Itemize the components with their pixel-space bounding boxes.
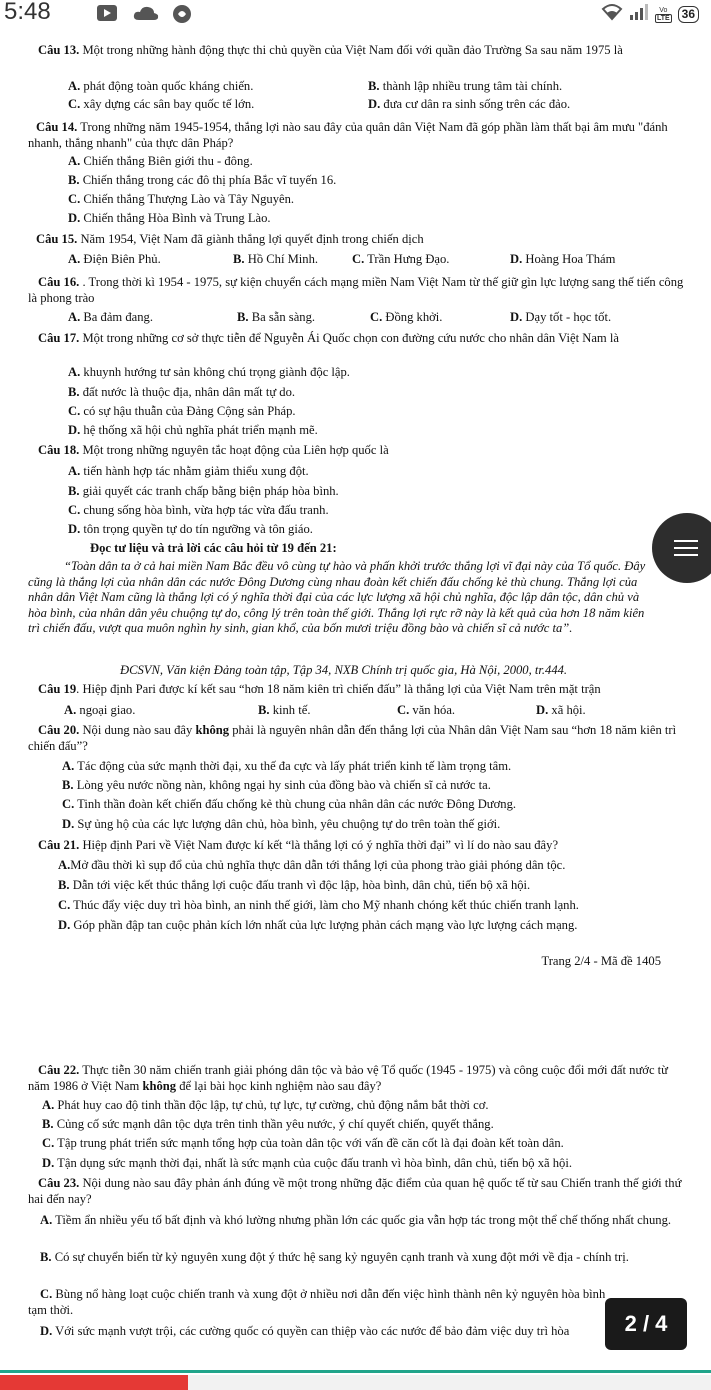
question-18: [28, 443, 688, 459]
media-icon: [96, 4, 118, 27]
q17-number: Câu 17.: [38, 331, 80, 345]
q13-text: Một trong những hành động thực thi chủ quyền của Việt Nam đối với quần đảo Trường Sa sau năm 1975 là: [82, 43, 623, 57]
q23-option-d: D. Với sức mạnh vượt trội, các cường quốc có quyền can thiệp vào các nước để bảo đảm việc duy trì hòa: [40, 1324, 570, 1338]
question-13: [28, 43, 688, 59]
q17-option-b: B. đất nước là thuộc địa, nhân dân mất tự do.: [68, 385, 296, 399]
q15-option-a: A. Điện Biên Phủ.: [68, 252, 161, 266]
q14-text: Trong những năm 1945-1954, thắng lợi nào sau đây của quân dân Việt Nam đã góp phần làm thất bại âm mưu "đánh nhanh, thắng nhanh" của thực dân Pháp?: [28, 120, 668, 150]
q15-option-d: D. Hoàng Hoa Thám: [510, 252, 616, 266]
status-bar: [0, 0, 711, 26]
q15-text: Năm 1954, Việt Nam đã giành thắng lợi quyết định trong chiến dịch: [80, 232, 424, 246]
q16-option-b: B. Ba sẵn sàng.: [237, 310, 316, 324]
q19-number: Câu 19: [38, 682, 77, 696]
app-notification-icon: [172, 4, 192, 29]
q23-text: Nội dung nào sau đây phản ánh đúng về một trong những đặc điểm của quan hệ quốc tế từ sau Chiến tranh thế giới thứ hai đến nay?: [28, 1176, 682, 1206]
q20-number: Câu 20.: [38, 723, 80, 737]
q19-option-d: D. xã hội.: [536, 703, 586, 717]
q14-number: Câu 14.: [36, 120, 78, 134]
q13-number: Câu 13.: [38, 43, 80, 57]
bottom-divider: [0, 1370, 711, 1373]
q13-option-a: A. phát động toàn quốc kháng chiến.: [68, 79, 254, 93]
battery-icon: 36: [678, 6, 699, 23]
q22-text-pre: Thực tiễn 30 năm chiến tranh giải phóng dân tộc và bảo vệ Tổ quốc (1945 - 1975) và công cuộc đổi mới đất nước từ năm 1986 ở Việt Nam: [28, 1063, 669, 1093]
q13-option-d: D. đưa cư dân ra sinh sống trên các đảo.: [368, 97, 571, 111]
q19-text: . Hiệp định Pari được kí kết sau “hơn 18 năm kiên trì chiến đấu” là thắng lợi của Việt Nam trên mặt trận: [76, 682, 601, 696]
status-time: 5:48: [4, 0, 51, 25]
q22-option-a: A. Phát huy cao độ tinh thần độc lập, tự chủ, tự lực, tự cường, chủ động nắm bắt thời cơ.: [42, 1098, 489, 1112]
q16-option-a: A. Ba đảm đang.: [68, 310, 154, 324]
q17-text: Một trong những cơ sở thực tiễn để Nguyễn Ái Quốc chọn con đường cứu nước cho nhân dân Việt Nam là: [82, 331, 619, 345]
menu-button[interactable]: [652, 513, 711, 583]
q21-option-c: C. Thúc đẩy việc duy trì hòa bình, an ninh thế giới, làm cho Mỹ nhanh chóng kết thúc chiến tranh lạnh.: [58, 898, 579, 912]
progress-bar-fill: [0, 1375, 188, 1390]
q14-option-d: D. Chiến thắng Hòa Bình và Trung Lào.: [68, 211, 271, 225]
q20-text-bold: không: [195, 723, 230, 737]
q21-text: Hiệp định Pari về Việt Nam được kí kết “là thắng lợi có ý nghĩa thời đại” vì lí do nào sau đây?: [82, 838, 559, 852]
q22-option-d: D. Tận dụng sức mạnh thời đại, nhất là sức mạnh của cuộc đấu tranh vì hòa bình, dân chủ, tiến bộ xã hội.: [42, 1156, 573, 1170]
q18-number: Câu 18.: [38, 443, 80, 457]
q20-option-b: B. Lòng yêu nước nồng nàn, không ngại hy sinh của đồng bào và chiến sĩ cả nước ta.: [62, 778, 491, 792]
wifi-icon: [601, 3, 623, 26]
q22-text-post: để lại bài học kinh nghiệm nào sau đây?: [179, 1078, 382, 1093]
question-15: [28, 232, 688, 248]
signal-icon: [629, 3, 649, 26]
question-20: [28, 723, 688, 754]
question-14: [28, 120, 688, 151]
q14-option-c: C. Chiến thắng Thượng Lào và Tây Nguyên.: [68, 192, 295, 206]
q19-option-a: A. ngoại giao.: [64, 703, 136, 717]
question-19: [28, 682, 688, 698]
q18-option-d: D. tôn trọng quyền tự do tín ngưỡng và tôn giáo.: [68, 522, 313, 536]
q22-text-bold: không: [142, 1078, 177, 1093]
q14-option-b: B. Chiến thắng trong các đô thị phía Bắc vĩ tuyến 16.: [68, 173, 337, 187]
reading-quote: “Toàn dân ta ở cả hai miền Nam Bắc đều vô cùng tự hào và phấn khởi trước thắng lợi vĩ đại này của Tổ quốc. Đây cũng là thắng lợi của nhân dân các nước Đông Dương cùng nhau đoàn kết chiến đấu chống kẻ thù chung. Thắng lợi của nhân dân Việt Nam cũng là thắng lợi có ý nghĩa thời đại của các lực lượng xã hội chủ nghĩa, độc lập dân tộc, dân chủ và hòa bình, của nhân dân yêu chuộng tự do, công lý trên toàn thế giới. Thắng lợi rực rỡ này là kết quả của hơn 18 năm kiên trì chiến đấu, vượt qua muôn nghìn hy sinh, gian khổ, của bốn mươi triệu đồng bào và chiến sĩ cả nước ta”.: [28, 559, 646, 636]
volte-indicator: [655, 7, 672, 23]
q19-option-b: B. kinh tế.: [258, 703, 311, 717]
page-footer: Trang 2/4 - Mã đề 1405: [541, 954, 661, 968]
q18-text: Một trong những nguyên tắc hoạt động của Liên hợp quốc là: [82, 443, 389, 457]
q22-option-b: B. Củng cố sức mạnh dân tộc dựa trên tinh thần yêu nước, ý chí quyết chiến, quyết thắng.: [42, 1117, 494, 1131]
q16-number: Câu 16.: [38, 275, 80, 289]
question-23: [28, 1176, 688, 1207]
q18-option-c: C. chung sống hòa bình, vừa hợp tác vừa đấu tranh.: [68, 503, 329, 517]
q19-option-c: C. văn hóa.: [397, 703, 456, 717]
q20-text-pre: Nội dung nào sau đây: [82, 723, 193, 737]
reading-heading: Đọc tư liệu và trả lời các câu hỏi từ 19 đến 21:: [90, 541, 337, 555]
q16-text: . Trong thời kì 1954 - 1975, sự kiện chuyển cách mạng miền Nam Việt Nam từ thế giữ gìn lực lượng sang thế tiến công là phong trào: [28, 275, 684, 305]
q14-option-a: A. Chiến thắng Biên giới thu - đông.: [68, 154, 253, 168]
q20-option-a: A. Tác động của sức mạnh thời đại, xu thế đa cực và lấy phát triển kinh tế làm trọng tâm.: [62, 759, 512, 773]
page-indicator: 2 / 4: [605, 1298, 687, 1350]
q21-option-a: A.Mở đầu thời kì sụp đổ của chủ nghĩa thực dân dẫn tới thắng lợi của phong trào giải phóng dân tộc.: [58, 858, 566, 872]
question-17: [28, 331, 688, 347]
question-21: [28, 838, 688, 854]
q22-option-c: C. Tập trung phát triển sức mạnh tổng hợp của toàn dân tộc với vấn đề căn cốt là đại đoàn kết toàn dân.: [42, 1136, 564, 1150]
lte-label: LTE: [656, 14, 670, 22]
q13-option-c: C. xây dựng các sân bay quốc tế lớn.: [68, 97, 255, 111]
menu-icon-line: [674, 547, 698, 549]
q17-option-a: A. khuynh hướng tư sản không chú trọng giành độc lập.: [68, 365, 350, 379]
q17-option-d: D. hệ thống xã hội chủ nghĩa phát triển mạnh mẽ.: [68, 423, 318, 437]
q15-option-c: C. Trần Hưng Đạo.: [352, 252, 450, 266]
q20-option-d: D. Sự ủng hộ của các lực lượng dân chủ, hòa bình, yêu chuộng tự do trên toàn thế giới.: [62, 817, 501, 831]
q22-number: Câu 22.: [38, 1063, 80, 1077]
q13-option-b: B. thành lập nhiều trung tâm tài chính.: [368, 79, 563, 93]
q17-option-c: C. có sự hậu thuẫn của Đảng Cộng sản Pháp.: [68, 404, 296, 418]
q20-option-c: C. Tinh thần đoàn kết chiến đấu chống kẻ thù chung của nhân dân các nước Đông Dương.: [62, 797, 517, 811]
q16-option-c: C. Đồng khởi.: [370, 310, 443, 324]
q23-option-c: C. Bùng nổ hàng loạt cuộc chiến tranh và xung đột ở nhiều nơi dẫn đến việc hình thành nên kỷ nguyên hòa bình tạm thời.: [28, 1287, 606, 1317]
q16-option-d: D. Dạy tốt - học tốt.: [510, 310, 612, 324]
question-16: [28, 275, 688, 306]
q18-option-b: B. giải quyết các tranh chấp bằng biện pháp hòa bình.: [68, 484, 339, 498]
menu-icon-line: [674, 540, 698, 542]
q20-text-post: phải là nguyên nhân dẫn đến thắng lợi của Nhân dân Việt Nam sau “hơn 18 năm kiên trì chiến đấu”?: [28, 723, 677, 753]
q18-option-a: A. tiến hành hợp tác nhằm giảm thiểu xung đột.: [68, 464, 309, 478]
cloud-icon: [132, 4, 160, 27]
q15-option-b: B. Hồ Chí Minh.: [233, 252, 319, 266]
q21-option-d: D. Góp phần đập tan cuộc phản kích lớn nhất của lực lượng phản cách mạng vào lực lượng cách mạng.: [58, 918, 578, 932]
progress-bar-track: [188, 1375, 711, 1390]
menu-icon-line: [674, 554, 698, 556]
q23-option-b: B. Có sự chuyển biến từ kỷ nguyên xung đột ý thức hệ sang kỷ nguyên cạnh tranh và xung đột mới về địa - chính trị.: [40, 1250, 629, 1264]
question-22: [28, 1063, 688, 1094]
q23-option-a: A. Tiềm ẩn nhiều yếu tố bất định và khó lường nhưng phần lớn các quốc gia vẫn hợp tác trong một thể chế thống nhất chung.: [40, 1213, 672, 1227]
volte-label: Vo: [659, 6, 668, 14]
q15-number: Câu 15.: [36, 232, 78, 246]
q21-option-b: B. Dẫn tới việc kết thúc thắng lợi cuộc đấu tranh vì độc lập, hòa bình, dân chủ, tiến bộ xã hội.: [58, 878, 531, 892]
q21-number: Câu 21.: [38, 838, 80, 852]
status-right-group: [601, 3, 699, 26]
q23-number: Câu 23.: [38, 1176, 80, 1190]
reading-source: ĐCSVN, Văn kiện Đảng toàn tập, Tập 34, NXB Chính trị quốc gia, Hà Nội, 2000, tr.444.: [120, 663, 568, 677]
